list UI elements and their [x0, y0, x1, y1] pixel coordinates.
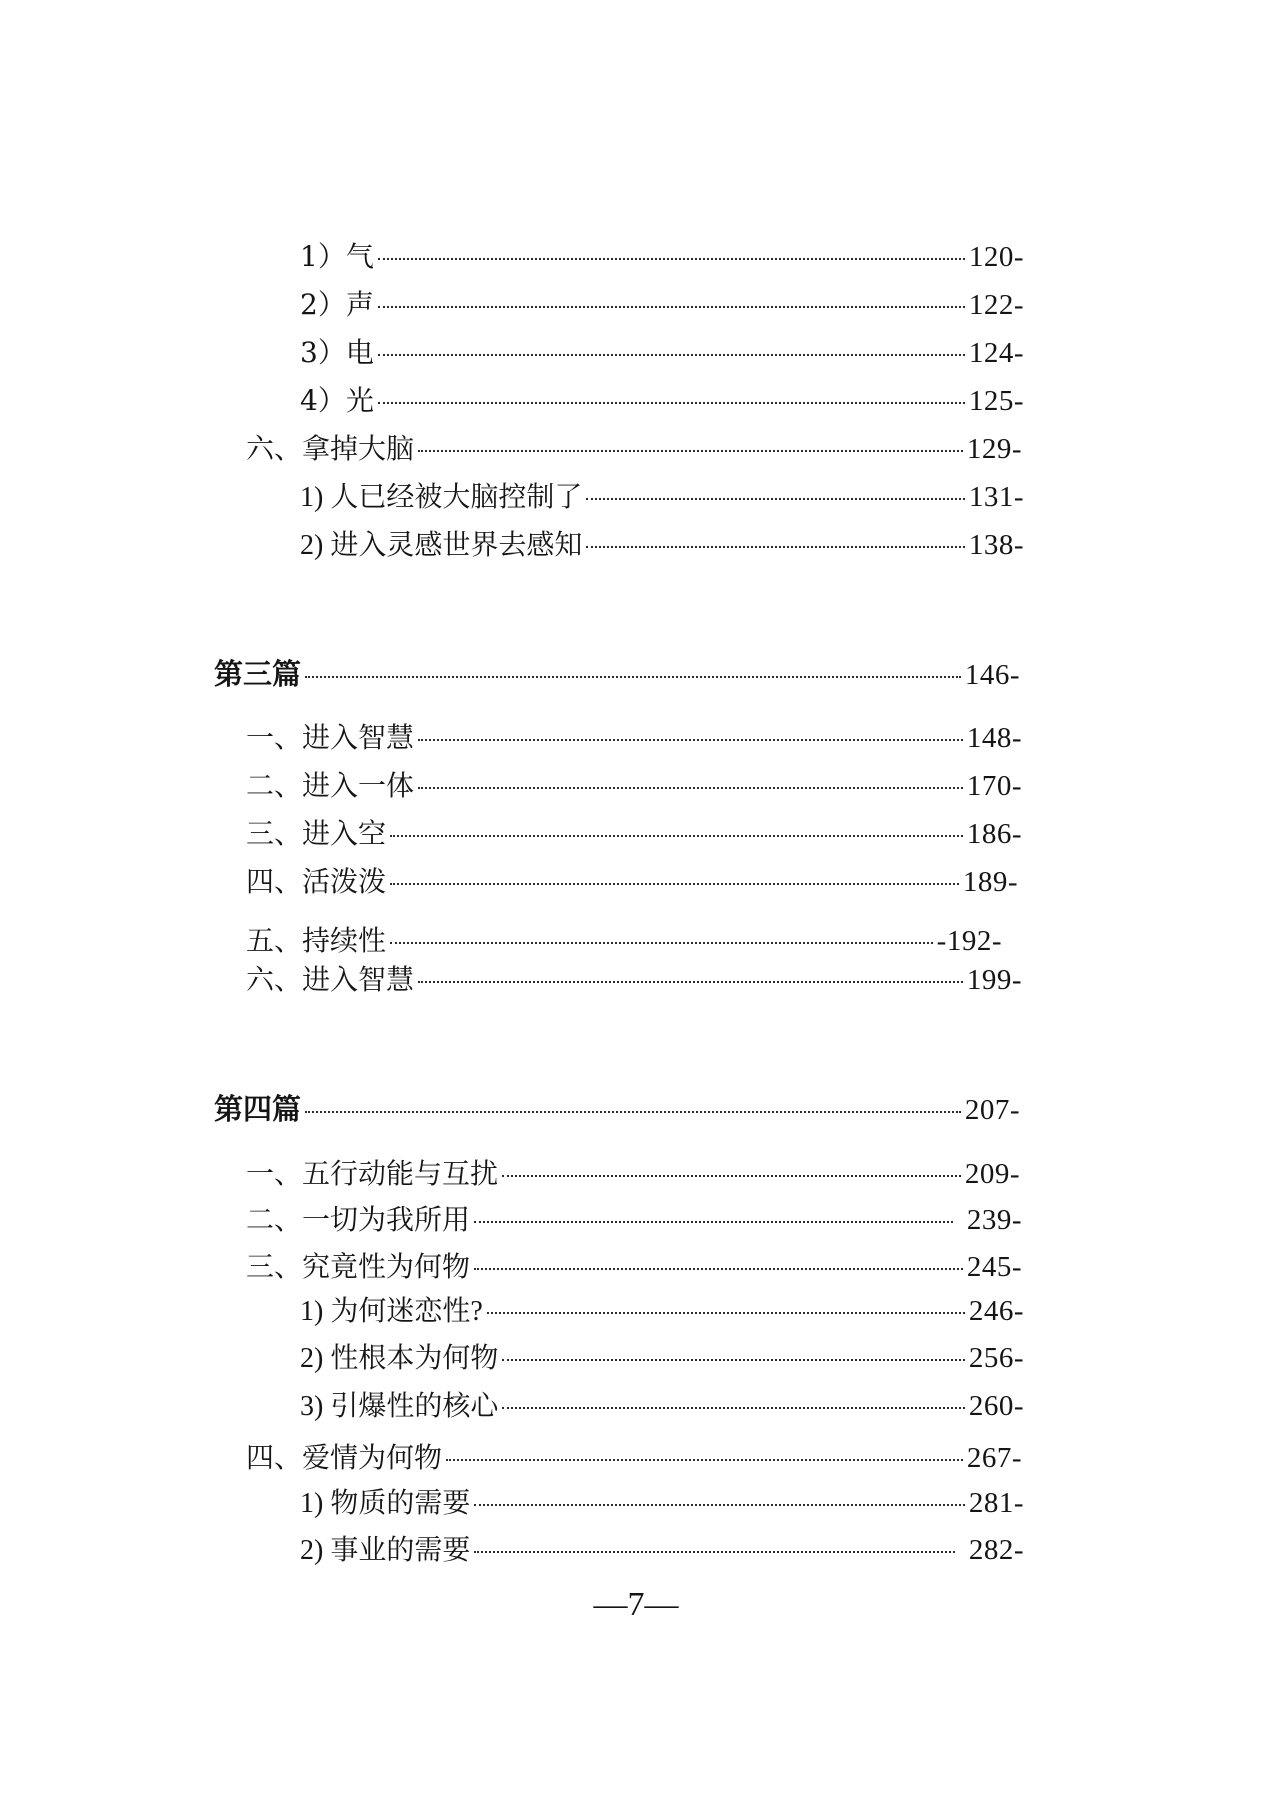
toc-entry-label: 三、究竟性为何物 — [246, 1250, 471, 1283]
toc-entry[interactable] — [246, 860, 1018, 904]
toc-entry[interactable] — [246, 1436, 1022, 1480]
page-number: —7— — [593, 1586, 679, 1623]
toc-entry-label: 四、活泼泼 — [246, 865, 387, 898]
toc-entry-page: 260- — [968, 1390, 1024, 1422]
dot-leader — [418, 787, 963, 789]
dot-leader — [390, 942, 933, 944]
toc-entry-page: 207- — [964, 1094, 1020, 1126]
dot-leader — [378, 402, 965, 404]
dot-leader — [474, 1551, 955, 1553]
toc-entry-page: -192- — [936, 925, 1002, 957]
dot-leader — [378, 354, 965, 356]
toc-entry-page: 170- — [966, 770, 1022, 802]
toc-entry-page: 267- — [966, 1442, 1022, 1474]
dot-leader — [586, 498, 965, 500]
toc-entry-label: 一、五行动能与互扰 — [246, 1157, 499, 1190]
dot-leader — [487, 1312, 965, 1314]
part-title: 第四篇 — [214, 1092, 302, 1126]
toc-entry-label: 1）气 — [300, 240, 374, 273]
toc-entry-label: 三、进入空 — [246, 817, 387, 850]
toc-entry[interactable] — [246, 716, 1022, 760]
toc-entry-label: 2) 事业的需要 — [300, 1535, 471, 1566]
toc-entry-page: 239- — [966, 1204, 1022, 1236]
toc-entry[interactable] — [300, 1289, 1024, 1333]
toc-entry-label: 六、拿掉大脑 — [246, 432, 415, 465]
toc-entry-label: 3) 引爆性的核心 — [300, 1391, 499, 1422]
toc-entry-page: 281- — [968, 1487, 1024, 1519]
toc-entry[interactable] — [300, 379, 1024, 423]
dot-leader — [305, 1111, 961, 1113]
toc-entry[interactable] — [300, 331, 1024, 375]
dot-leader — [446, 1459, 963, 1461]
toc-entry-label: 4）光 — [300, 384, 374, 417]
toc-entry[interactable] — [246, 1198, 1022, 1242]
dot-leader — [502, 1359, 965, 1361]
toc-entry-page: 124- — [968, 337, 1024, 369]
dot-leader — [418, 450, 963, 452]
toc-entry[interactable] — [300, 523, 1024, 567]
toc-entry[interactable] — [300, 1528, 1024, 1572]
toc-entry-page: 146- — [964, 659, 1020, 691]
dot-leader — [474, 1221, 953, 1223]
toc-entry-page: 120- — [968, 241, 1024, 273]
part-title: 第三篇 — [214, 657, 302, 691]
toc-entry[interactable] — [300, 475, 1024, 519]
toc-entry-label: 二、进入一体 — [246, 769, 415, 802]
dot-leader — [418, 981, 963, 983]
toc-entry[interactable] — [246, 812, 1022, 856]
toc-entry-page: 246- — [968, 1295, 1024, 1327]
part3-heading[interactable] — [214, 652, 1020, 696]
toc-entry-page: 125- — [968, 385, 1024, 417]
toc-entry-label: 1) 物质的需要 — [300, 1488, 471, 1519]
dot-leader — [390, 835, 963, 837]
dot-leader — [305, 676, 961, 678]
dot-leader — [378, 306, 965, 308]
toc-entry-page: 129- — [966, 433, 1022, 465]
dot-leader — [586, 546, 965, 548]
toc-entry-label: 2) 性根本为何物 — [300, 1343, 499, 1374]
toc-entry-label: 四、爱情为何物 — [246, 1441, 443, 1474]
toc-entry[interactable] — [300, 1336, 1024, 1380]
toc-entry-label: 五、持续性 — [246, 924, 387, 957]
dot-leader — [474, 1504, 965, 1506]
toc-entry-label: 2) 进入灵感世界去感知 — [300, 530, 583, 561]
toc-entry-label: 六、进入智慧 — [246, 963, 415, 996]
part4-heading[interactable] — [214, 1087, 1020, 1131]
toc-entry-page: 282- — [968, 1534, 1024, 1566]
toc-entry[interactable] — [246, 1152, 1020, 1196]
toc-entry[interactable] — [246, 958, 1022, 1002]
dot-leader — [418, 739, 963, 741]
toc-entry-label: 一、进入智慧 — [246, 721, 415, 754]
toc-entry[interactable] — [246, 1245, 1022, 1289]
toc-entry-label: 二、一切为我所用 — [246, 1203, 471, 1236]
toc-entry-page: 148- — [966, 722, 1022, 754]
toc-entry[interactable] — [246, 919, 1002, 963]
toc-entry-label: 2）声 — [300, 288, 374, 321]
toc-entry[interactable] — [246, 427, 1022, 471]
toc-entry-page: 131- — [968, 481, 1024, 513]
toc-entry[interactable] — [300, 283, 1024, 327]
toc-entry-page: 186- — [966, 818, 1022, 850]
toc-entry-page: 256- — [968, 1342, 1024, 1374]
toc-entry[interactable] — [300, 235, 1024, 279]
toc-entry-page: 122- — [968, 289, 1024, 321]
toc-entry-page: 189- — [962, 866, 1018, 898]
toc-entry[interactable] — [300, 1384, 1024, 1428]
dot-leader — [502, 1407, 965, 1409]
toc-entry[interactable] — [246, 764, 1022, 808]
dot-leader — [378, 258, 965, 260]
toc-entry-page: 138- — [968, 529, 1024, 561]
dot-leader — [474, 1268, 963, 1270]
toc-entry-page: 209- — [964, 1158, 1020, 1190]
toc-entry-label: 1) 人已经被大脑控制了 — [300, 482, 583, 513]
toc-entry[interactable] — [300, 1481, 1024, 1525]
dot-leader — [390, 883, 959, 885]
toc-entry-label: 1) 为何迷恋性? — [300, 1296, 483, 1327]
dot-leader — [502, 1175, 961, 1177]
toc-entry-label: 3）电 — [300, 336, 374, 369]
toc-entry-page: 199- — [966, 964, 1022, 996]
toc-entry-page: 245- — [966, 1251, 1022, 1283]
